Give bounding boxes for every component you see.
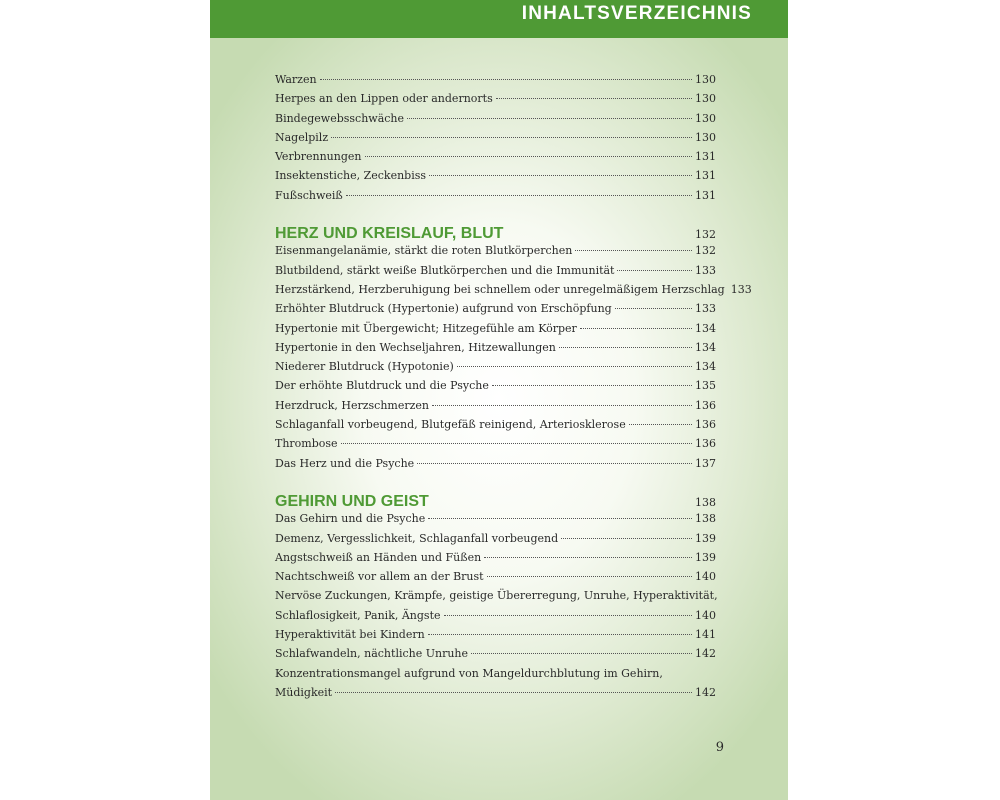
toc-entry-page: 134: [695, 360, 716, 374]
toc-entry-text: Schlaflosigkeit, Panik, Ängste: [275, 608, 441, 622]
toc-entry: [275, 379, 716, 398]
toc-entry-page: 131: [695, 188, 716, 202]
toc-entry-page: 133: [695, 302, 716, 316]
dot-leader: [365, 156, 693, 157]
toc-entry-text: Konzentrationsmangel aufgrund von Mangeldurchblutung im Gehirn,: [275, 666, 663, 680]
dot-leader: [428, 634, 692, 635]
dot-leader: [428, 518, 692, 519]
toc-entry-text: Hypertonie mit Übergewicht; Hitzegefühle am Körper: [275, 321, 577, 335]
dot-leader: [407, 118, 692, 119]
toc-entry-text: Bindegewebsschwäche: [275, 111, 405, 125]
toc-entry-page: 133: [695, 263, 716, 277]
toc-entry-page: 130: [695, 92, 716, 106]
toc-entry-page: 134: [695, 321, 716, 335]
toc-entry-text: Schlafwandeln, nächtliche Unruhe: [275, 647, 469, 661]
toc-entry: [275, 360, 716, 379]
dot-leader: [492, 385, 692, 386]
toc-entry-page: 132: [695, 244, 716, 258]
toc-entry: [275, 169, 716, 188]
toc-entry-text: Fußschweiß: [275, 188, 343, 202]
toc-entry-text: Verbrennungen: [275, 150, 362, 164]
toc-entry-text: Blutbildend, stärkt weiße Blutkörperchen und die Immunität: [275, 263, 615, 277]
dot-leader: [629, 424, 692, 425]
toc-entry: [275, 244, 716, 263]
dot-leader: [615, 308, 692, 309]
toc-entry-text: Niederer Blutdruck (Hypotonie): [275, 360, 454, 374]
toc-entry: [275, 73, 716, 92]
toc-entry-text: Nachtschweiß vor allem an der Brust: [275, 570, 484, 584]
dot-leader: [341, 443, 692, 444]
toc-entry: [275, 686, 716, 705]
dot-leader: [417, 463, 692, 464]
toc-entry: [275, 512, 716, 531]
dot-leader: [580, 328, 692, 329]
toc-entry-page: 141: [695, 628, 716, 642]
toc-entry: [275, 418, 716, 437]
toc-entry-text: Müdigkeit: [275, 685, 333, 699]
dot-leader: [335, 692, 692, 693]
toc-entry: [275, 532, 716, 551]
dot-leader: [484, 557, 692, 558]
page-number: 9: [715, 740, 724, 755]
toc-entry: [275, 399, 716, 418]
toc-entry-text: Das Herz und die Psyche: [275, 456, 415, 470]
dot-leader: [617, 270, 692, 271]
toc-entry-text: Angstschweiß an Händen und Füßen: [275, 550, 482, 564]
toc-entry-page: 140: [695, 608, 716, 622]
toc-entry: [275, 322, 716, 341]
dot-leader: [432, 405, 692, 406]
dot-leader: [429, 175, 692, 176]
dot-leader: [444, 615, 693, 616]
toc-entry: [275, 150, 716, 169]
dot-leader: [471, 653, 692, 654]
toc-entry: [275, 264, 716, 283]
book-page: [210, 0, 788, 800]
toc-entry: [275, 189, 716, 208]
dot-leader: [487, 576, 692, 577]
table-of-contents: [275, 73, 752, 705]
toc-entry: [275, 647, 716, 666]
toc-entry-line: [275, 667, 716, 686]
dot-leader: [561, 538, 692, 539]
toc-entry: [275, 570, 716, 589]
toc-entry-text: Herzstärkend, Herzberuhigung bei schnellem oder unregelmäßigem Herzschlag: [275, 282, 725, 296]
toc-entry-text: Demenz, Vergesslichkeit, Schlaganfall vorbeugend: [275, 531, 559, 545]
toc-entry: [275, 341, 716, 360]
toc-entry-text: Schlaganfall vorbeugend, Blutgefäß reinigend, Arteriosklerose: [275, 418, 626, 432]
toc-entry-page: 142: [695, 685, 716, 699]
toc-entry-line: [275, 589, 716, 608]
toc-entry: [275, 112, 716, 131]
toc-entry: [275, 131, 716, 150]
toc-entry-text: Der erhöhte Blutdruck und die Psyche: [275, 379, 489, 393]
toc-entry-text: Erhöhter Blutdruck (Hypertonie) aufgrund von Erschöpfung: [275, 302, 612, 316]
toc-entry-text: Das Gehirn und die Psyche: [275, 512, 426, 526]
toc-entry-page: 139: [695, 531, 716, 545]
toc-entry: [275, 282, 752, 302]
toc-entry-page: 142: [695, 647, 716, 661]
toc-entry-text: Warzen: [275, 73, 317, 86]
toc-entry-page: 131: [695, 169, 716, 183]
page-title: INHALTSVERZEICHNIS: [521, 3, 752, 24]
dot-leader: [575, 250, 692, 251]
toc-entry-page: 133: [730, 282, 752, 296]
toc-entry-page: 135: [695, 379, 716, 393]
header-bar: [210, 0, 788, 38]
toc-entry-text: Nagelpilz: [275, 130, 329, 144]
toc-entry-page: 130: [695, 111, 716, 125]
toc-entry-page: 136: [695, 418, 716, 432]
toc-entry: [275, 302, 716, 321]
toc-entry-page: 139: [695, 550, 716, 564]
dot-leader: [559, 347, 692, 348]
toc-entry-page: 131: [695, 150, 716, 164]
dot-leader: [320, 79, 692, 80]
toc-entry-text: Thrombose: [275, 437, 338, 451]
toc-entry-text: Herpes an den Lippen oder andernorts: [275, 92, 493, 106]
section-heading: [275, 225, 716, 244]
toc-entry: [275, 457, 716, 476]
toc-entry-text: Herzdruck, Herzschmerzen: [275, 398, 429, 412]
section-page: 132: [695, 228, 716, 242]
dot-leader: [457, 366, 692, 367]
toc-entry-text: Insektenstiche, Zeckenbiss: [275, 169, 427, 183]
dot-leader: [496, 98, 692, 99]
toc-entry-page: 138: [695, 512, 716, 526]
toc-entry: [275, 551, 716, 570]
toc-entry: [275, 628, 716, 647]
dot-leader: [346, 195, 692, 196]
toc-entry: [275, 437, 716, 456]
toc-entry-page: 130: [695, 73, 716, 86]
toc-entry: [275, 609, 716, 628]
toc-entry-page: 134: [695, 340, 716, 354]
toc-entry-page: 136: [695, 437, 716, 451]
toc-entry-page: 130: [695, 130, 716, 144]
section-heading: [275, 493, 716, 512]
toc-entry-text: Hyperaktivität bei Kindern: [275, 628, 425, 642]
toc-entry-page: 140: [695, 570, 716, 584]
section-title: HERZ UND KREISLAUF, BLUT: [275, 225, 504, 243]
toc-entry-text: Eisenmangelanämie, stärkt die roten Blutkörperchen: [275, 244, 573, 258]
toc-entry-page: 137: [695, 456, 716, 470]
toc-entry-text: Nervöse Zuckungen, Krämpfe, geistige Übererregung, Unruhe, Hyperaktivität,: [275, 589, 718, 603]
section-title: GEHIRN UND GEIST: [275, 492, 429, 510]
toc-entry-page: 136: [695, 398, 716, 412]
section-page: 138: [695, 495, 716, 509]
toc-entry-text: Hypertonie in den Wechseljahren, Hitzewallungen: [275, 340, 556, 354]
dot-leader: [331, 137, 692, 138]
toc-entry: [275, 92, 716, 111]
